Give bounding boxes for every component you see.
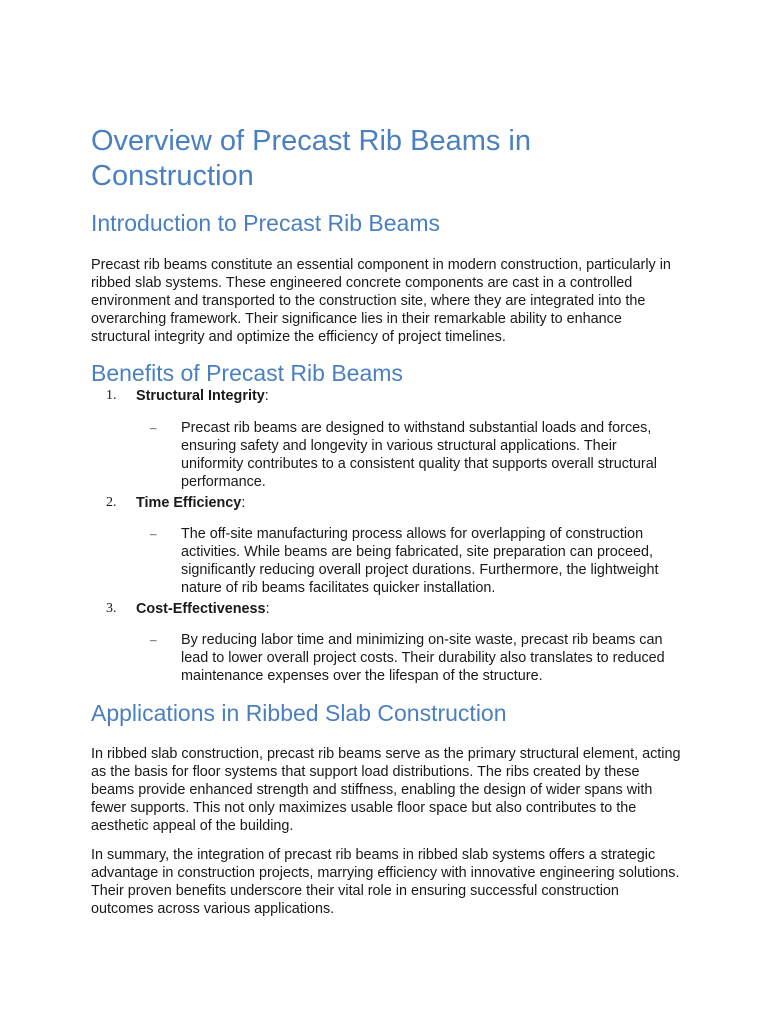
benefit-header <box>91 494 681 512</box>
page-title: Overview of Precast Rib Beams in Construction <box>91 125 531 192</box>
benefit-header <box>91 600 681 618</box>
intro-paragraph: Precast rib beams constitute an essential component in modern construction, particularly in ribbed slab systems. These engineered concrete components are cast in a controlled environment and transported to the construction site, where they are integrated into the overarching framework. Their significance lies in their remarkable ability to enhance structural integrity and optimize the efficiency of project timelines. <box>91 257 671 345</box>
benefit-term: Time Efficiency <box>136 495 242 511</box>
benefit-term: Structural Integrity <box>136 388 265 404</box>
benefit-item <box>91 600 681 685</box>
benefit-description-text: By reducing labor time and minimizing on-site waste, precast rib beams can lead to lower overall project costs. Their durability also translates to reduced maintenance expenses over the lifespan of the structure. <box>181 632 665 684</box>
benefit-item <box>91 387 681 491</box>
benefit-description <box>91 631 681 685</box>
benefit-description <box>91 525 681 597</box>
benefits-heading: Benefits of Precast Rib Beams <box>91 360 403 386</box>
summary-paragraph: In summary, the integration of precast rib beams in ribbed slab systems offers a strategic advantage in construction projects, marrying efficiency with innovative engineering solutions. Their proven benefits underscore their vital role in ensuring successful construction outcomes across various applications. <box>91 847 680 917</box>
applications-heading: Applications in Ribbed Slab Construction <box>91 700 507 726</box>
dash-bullet: – <box>150 420 157 435</box>
applications-paragraph: In ribbed slab construction, precast rib beams serve as the primary structural element, acting as the basis for floor systems that support load distributions. The ribs created by these beams provide enhanced strength and stiffness, enabling the design of wider spans with fewer supports. This not only maximizes usable floor space but also contributes to the aesthetic appeal of the building. <box>91 746 681 834</box>
benefit-description-text: The off-site manufacturing process allows for overlapping of construction activities. While beams are being fabricated, site preparation can proceed, significantly reducing overall project durations. Furthermore, the lightweight nature of rib beams facilitates quicker installation. <box>181 526 659 596</box>
term-colon: : <box>265 601 270 617</box>
benefit-description <box>91 419 681 491</box>
benefit-description-text: Precast rib beams are designed to withstand substantial loads and forces, ensuring safety and longevity in various structural applications. Their uniformity contributes to a consistent quality that supports overall structural performance. <box>181 420 657 490</box>
benefit-item <box>91 494 681 597</box>
term-colon: : <box>241 495 246 511</box>
benefit-header <box>91 387 681 405</box>
document-body <box>91 124 681 918</box>
dash-bullet: – <box>150 526 157 541</box>
term-colon: : <box>264 388 269 404</box>
list-number: 3. <box>106 601 117 616</box>
list-number: 1. <box>106 388 117 403</box>
benefits-list <box>91 387 681 685</box>
dash-bullet: – <box>150 632 157 647</box>
intro-heading: Introduction to Precast Rib Beams <box>91 210 440 236</box>
list-number: 2. <box>106 495 117 510</box>
benefit-term: Cost-Effectiveness <box>136 601 266 617</box>
